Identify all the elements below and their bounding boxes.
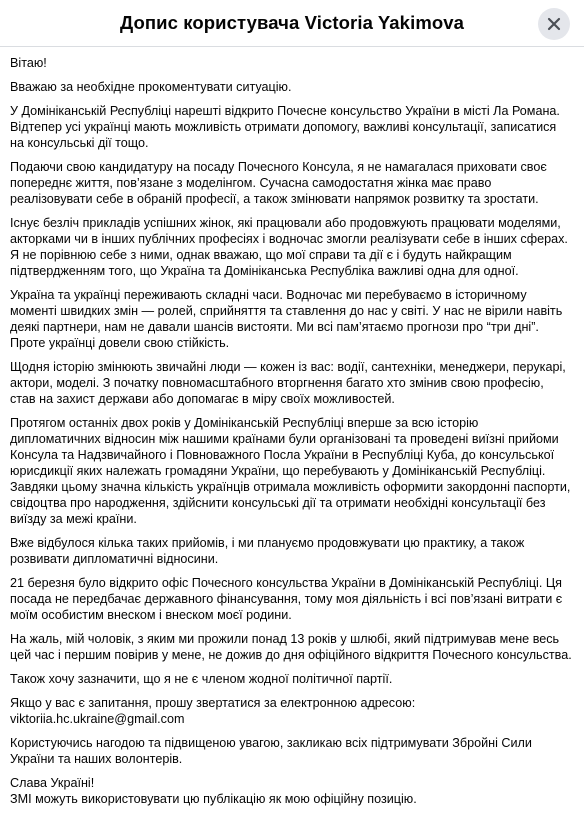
post-paragraph: Вітаю! xyxy=(10,56,47,70)
post-paragraph: Також хочу зазначити, що я не є членом жодної політичної партії. xyxy=(10,672,393,686)
close-icon xyxy=(547,17,561,31)
post-paragraph: Користуючись нагодою та підвищеною увагою, закликаю всіх підтримувати Збройні Сили України та наших волонтерів. xyxy=(10,736,532,766)
post-paragraph: Існує безліч прикладів успішних жінок, які працювали або продовжують працювати моделями, акторками чи в інших публічних професіях і водночас змогли реалізувати себе в інших сферах. Я не порівнюю себе з ними, однак вважаю, що мої справи та дії є і будуть найкращим підтвердженням того, що Україна та Домініканська Республіка важливі одна для одної. xyxy=(10,216,568,278)
post-paragraph: Протягом останніх двох років у Домініканській Республіці вперше за всю історію дипломатичних відносин між нашими країнами були організовані та проведені виїзні прийоми Консула та Надзвичайного і Повноважного Посла України в Республіці Куба, до консульської юрисдикції яких належать громадяни України, що перебувають у Домініканській Республіці. Завдяки цьому значна кількість українців отримала можливість оформити закордонні паспорти, свідоцтва про народження, здійснити консульські дії та отримати необхідні консультації без виїзду за межі країни. xyxy=(10,416,571,526)
post-paragraph: У Домініканській Республіці нарешті відкрито Почесне консульство України в місті Ла Романа. Відтепер усі українці мають можливість отримати допомогу, важливі консультації, записатися на консульські дії тощо. xyxy=(10,104,560,150)
post-paragraph: Вже відбулося кілька таких прийомів, і ми плануємо продовжувати цю практику, а також розвивати дипломатичні відносини. xyxy=(10,536,525,566)
post-paragraph: Подаючи свою кандидатуру на посаду Почесного Консула, я не намагалася приховати своє попереднє життя, пов’язане з моделінгом. Сучасна самодостатня жінка має право реалізовувати себе в обраній професії, а також змінювати напрямок розвитку та зростати. xyxy=(10,160,547,206)
dialog-header xyxy=(0,0,584,47)
dialog-title: Допис користувача Victoria Yakimova xyxy=(119,12,465,33)
post-paragraph-contact: Якщо у вас є запитання, прошу звертатися за електронною адресою: viktoriia.hc.ukraine@gmail.com xyxy=(10,696,416,726)
post-paragraph: 21 березня було відкрито офіс Почесного консульства України в Домініканській Республіці. Ця посада не передбачає державного фінансування, тому моя діяльність і всі пов’язані витрати є моїм особистим внеском і внеском моєї родини. xyxy=(10,576,563,622)
post-paragraph: Україна та українці переживають складні часи. Водночас ми перебуваємо в історичному моменті швидких змін — ролей, сприйняття та ставлення до нас у світі. У нас не вірили навіть деякі партнери, нам не давали шансів вистояти. Ми всі пам’ятаємо прогнози про “три дні”. Проте українці довели свою стійкість. xyxy=(10,288,563,350)
post-paragraph: Слава Україні! ЗМІ можуть використовувати цю публікацію як мою офіційну позицію. xyxy=(10,776,417,806)
post-body xyxy=(0,47,584,807)
post-paragraph: На жаль, мій чоловік, з яким ми прожили понад 13 років у шлюбі, який підтримував мене весь цей час і першим повірив у мене, не дожив до дня офіційного відкриття Почесного консульства. xyxy=(10,632,572,662)
post-paragraph: Вважаю за необхідне прокоментувати ситуацію. xyxy=(10,80,292,94)
post-paragraph: Щодня історію змінюють звичайні люди — кожен із вас: водії, сантехніки, менеджери, перукарі, актори, моделі. З початку повномасштабного вторгнення багато хто змінив свою професію, став на захист держави або допомагає в міру своїх можливостей. xyxy=(10,360,566,406)
close-button[interactable] xyxy=(538,8,570,40)
